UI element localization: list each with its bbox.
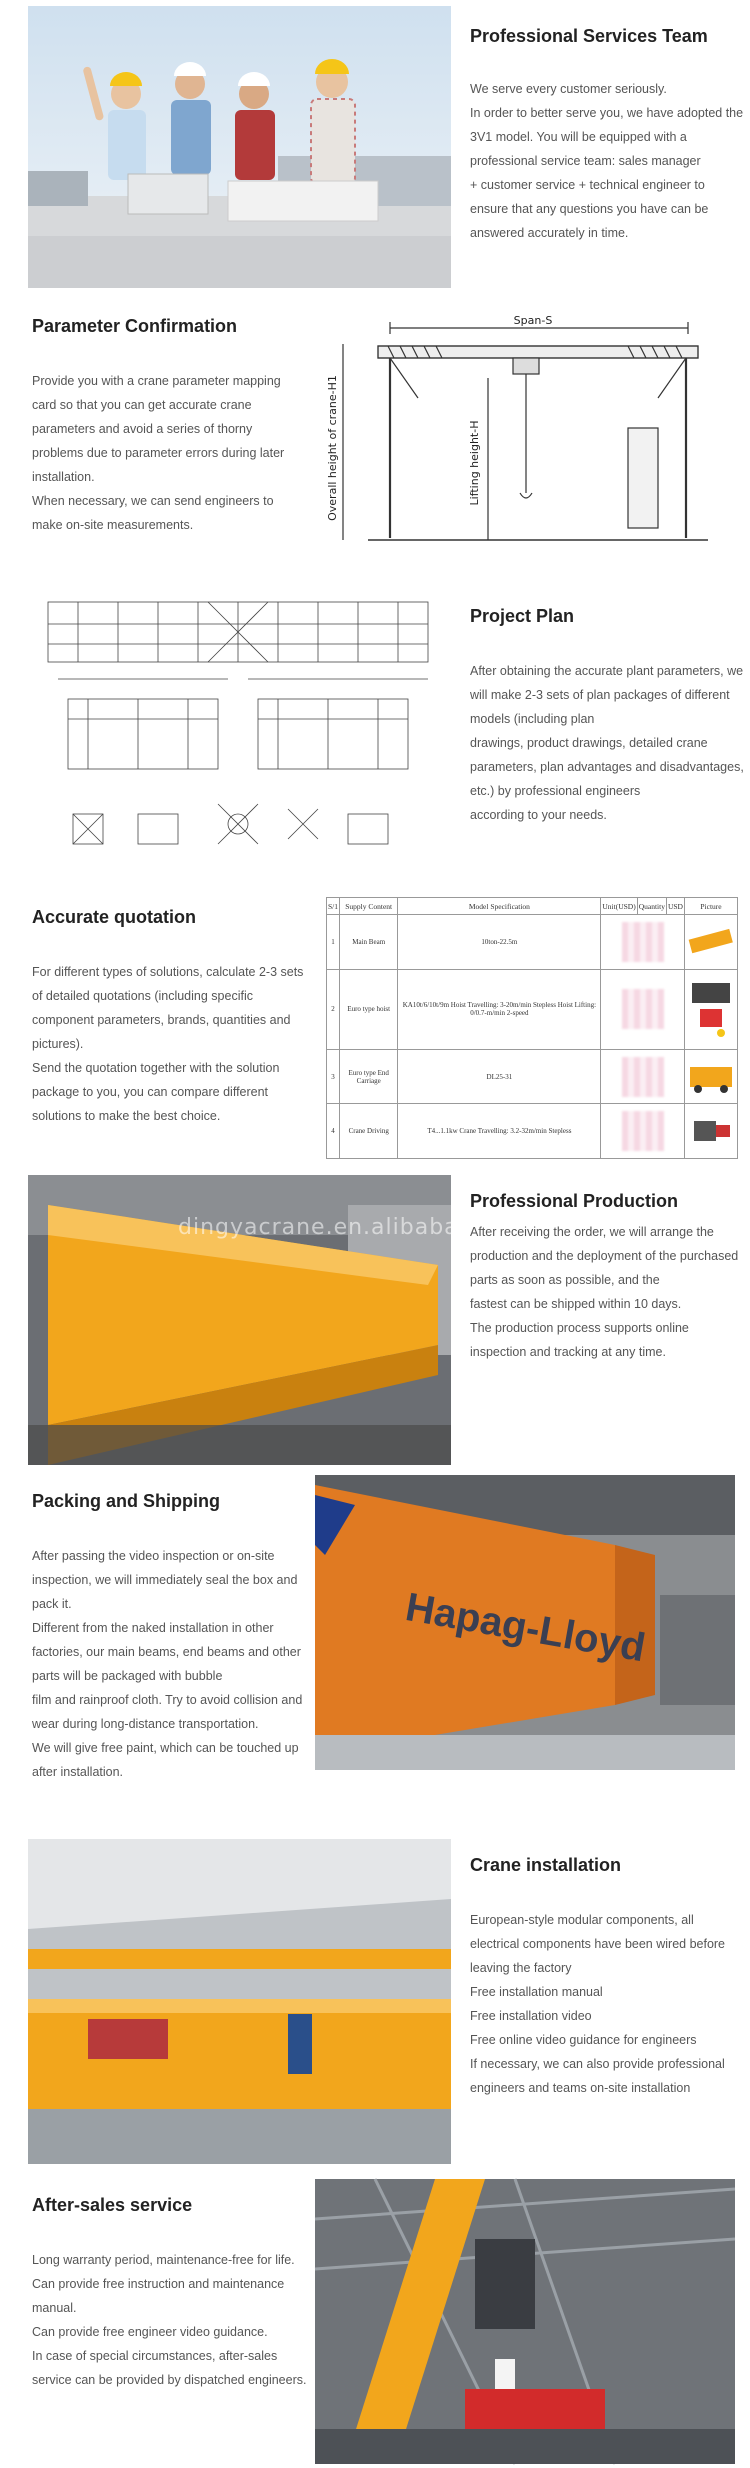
paragraph-line: Can provide free engineer video guidance.	[32, 2325, 268, 2339]
table-row	[327, 915, 738, 970]
table-header: Model Specification	[398, 898, 601, 915]
section-title: Crane installation	[470, 1855, 622, 1875]
paragraph-line: We will give free paint, which can be touched up after installation.	[32, 1741, 299, 1779]
after-sales-text	[32, 2195, 307, 2392]
blurred-prices	[601, 915, 685, 970]
paragraph-line: Long warranty period, maintenance-free for life.	[32, 2253, 295, 2267]
project-plan-drawings	[28, 594, 451, 882]
section-packing-shipping	[0, 1475, 750, 1835]
section-title: Professional Services Team	[470, 26, 708, 46]
section-title: Project Plan	[470, 606, 575, 626]
paragraph-line: The production process supports online inspection and tracking at any time.	[470, 1321, 689, 1359]
item-picture	[684, 969, 737, 1049]
paragraph-line: Free installation manual	[470, 1985, 603, 1999]
model-spec: KA10t/6/10t/9m Hoist Travelling: 3-20m/min Stepless Hoist Lifting: 0/0.7-m/min 2-speed	[398, 969, 601, 1049]
section-title: Professional Production	[470, 1191, 679, 1211]
paragraph-line: + customer service + technical engineer to ensure that any questions you have can be answered accurately in time.	[470, 178, 709, 240]
production-photo	[28, 1175, 517, 1465]
supply-content: Euro type End Carriage	[340, 1049, 398, 1104]
paragraph-line: If necessary, we can also provide professional engineers and teams on-site installation	[470, 2057, 725, 2095]
paragraph-line: Free online video guidance for engineers	[470, 2033, 697, 2047]
paragraph-line: After receiving the order, we will arrange the production and the deployment of the purchased parts as soon as possible, and the	[470, 1225, 739, 1287]
item-picture	[684, 1104, 737, 1159]
item-picture	[684, 1049, 737, 1104]
table-header: Quantity	[637, 898, 666, 915]
row-number: 3	[327, 1049, 340, 1104]
paragraph-line: After obtaining the accurate plant parameters, we will make 2-3 sets of plan packages of different models (including plan	[470, 664, 744, 726]
table-header: Unit(USD)	[601, 898, 637, 915]
section-services-team	[0, 0, 750, 300]
paragraph-line: For different types of solutions, calculate 2-3 sets of detailed quotations (including specific component parameters, brands, quantities and pictures).	[32, 965, 304, 1051]
services-team-text	[470, 26, 745, 245]
project-plan-text	[470, 606, 745, 827]
paragraph-line: problems due to parameter errors during later installation.	[32, 446, 285, 484]
section-project-plan	[0, 590, 750, 895]
paragraph-line: according to your needs.	[470, 808, 607, 822]
table-header: USD	[666, 898, 684, 915]
paragraph-line: Different from the naked installation in other factories, our main beams, end beams and other parts will be packaged with bubble	[32, 1621, 301, 1683]
span-label: Span-S	[513, 314, 553, 327]
section-title: Accurate quotation	[32, 907, 197, 927]
after-sales-photo	[315, 2179, 735, 2464]
crane-parameter-diagram	[328, 308, 738, 578]
paragraph-line: Can provide free instruction and maintenance manual.	[32, 2277, 285, 2315]
section-after-sales	[0, 2175, 750, 2468]
paragraph-line: European-style modular components, all electrical components have been wired before leaving the factory	[470, 1913, 726, 1975]
item-picture	[684, 915, 737, 970]
container-photo	[315, 1475, 735, 1770]
section-accurate-quotation	[0, 895, 750, 1175]
paragraph-line: drawings, product drawings, detailed crane parameters, plan advantages and disadvantages, etc.) by professional engineers	[470, 736, 744, 798]
watermark: dingyacrane.en.alibaba.com	[178, 1215, 517, 1240]
blurred-prices	[601, 969, 685, 1049]
paragraph-line: In case of special circumstances, after-sales service can be provided by dispatched engineers.	[32, 2349, 307, 2387]
lifting-height-label: Lifting height-H	[468, 420, 481, 506]
paragraph-line: film and rainproof cloth. Try to avoid collision and wear during long-distance transportation.	[32, 1693, 303, 1731]
section-title: Parameter Confirmation	[32, 316, 238, 336]
supply-content: Euro type hoist	[340, 969, 398, 1049]
paragraph-line: Provide you with a crane parameter mapping card so that you can get accurate crane parameters and avoid a series of thorny	[32, 374, 281, 436]
paragraph-line: Send the quotation together with the solution package to you, you can compare different solutions to make the best choice.	[32, 1061, 280, 1123]
paragraph-line: Free installation video	[470, 2009, 592, 2023]
blurred-prices	[601, 1104, 685, 1159]
paragraph-line: When necessary, we can send engineers to make on-site measurements.	[32, 494, 274, 532]
parameter-text	[32, 316, 307, 537]
model-spec: DL25-31	[398, 1049, 601, 1104]
paragraph-line: We serve every customer seriously.	[470, 82, 667, 96]
section-crane-installation	[0, 1835, 750, 2175]
supply-content: Crane Driving	[340, 1104, 398, 1159]
model-spec: T4...1.1kw Crane Travelling: 3.2-32m/min Stepless	[398, 1104, 601, 1159]
container-brand-text: Hapag-Lloyd	[402, 1585, 649, 1671]
packing-text	[32, 1491, 307, 1784]
overall-height-label: Overall height of crane-H1	[326, 375, 339, 521]
paragraph-line: In order to better serve you, we have adopted the 3V1 model. You will be equipped with a professional service team: sales manager	[470, 106, 744, 168]
section-professional-production	[0, 1175, 750, 1475]
quotation-text	[32, 907, 307, 1128]
blurred-prices	[601, 1049, 685, 1104]
table-row	[327, 1049, 738, 1104]
production-text	[470, 1191, 745, 1364]
model-spec: 10ton-22.5m	[398, 915, 601, 970]
installation-text	[470, 1855, 745, 2100]
section-title: After-sales service	[32, 2195, 193, 2215]
table-row	[327, 1104, 738, 1159]
table-header: S/1	[327, 898, 340, 915]
section-parameter-confirmation	[0, 300, 750, 590]
table-header: Supply Content	[340, 898, 398, 915]
team-photo	[28, 6, 451, 288]
supply-content: Main Beam	[340, 915, 398, 970]
row-number: 2	[327, 969, 340, 1049]
section-title: Packing and Shipping	[32, 1491, 221, 1511]
quotation-table	[326, 897, 738, 1159]
row-number: 1	[327, 915, 340, 970]
paragraph-line: After passing the video inspection or on-site inspection, we will immediately seal the box and pack it.	[32, 1549, 298, 1611]
quotation-table-image	[326, 897, 738, 1159]
table-row	[327, 969, 738, 1049]
paragraph-line: fastest can be shipped within 10 days.	[470, 1297, 682, 1311]
installation-photo	[28, 1839, 451, 2164]
table-header: Picture	[684, 898, 737, 915]
row-number: 4	[327, 1104, 340, 1159]
